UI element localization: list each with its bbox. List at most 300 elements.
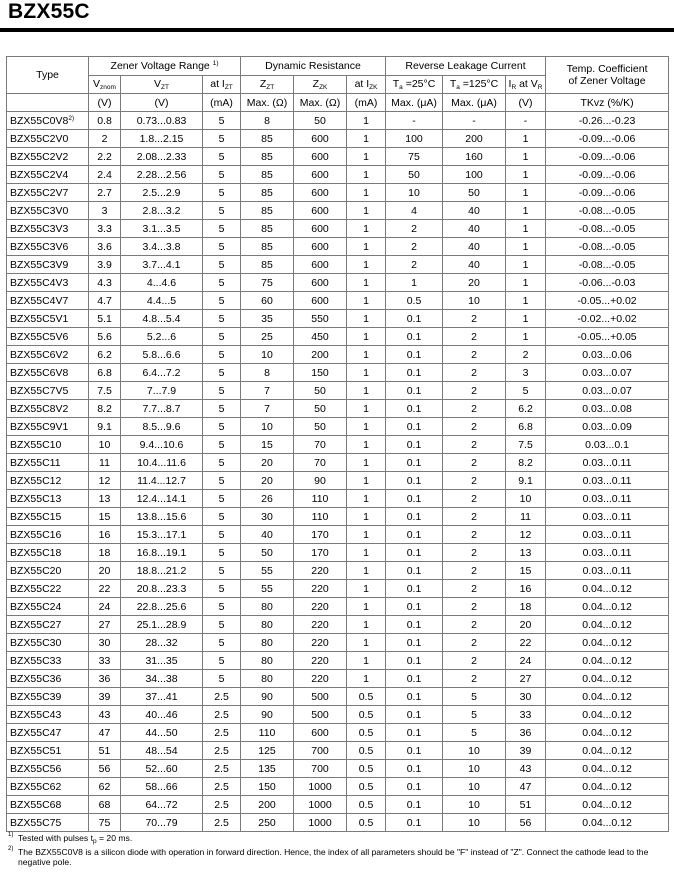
header-at-izt-sub: ZT xyxy=(224,84,233,91)
cell-izk: 0.5 xyxy=(347,724,386,742)
cell-izt: 5 xyxy=(203,454,241,472)
part-number: BZX55C4V7 xyxy=(10,294,69,307)
cell-vznom: 20 xyxy=(89,562,121,580)
page-title: BZX55C xyxy=(8,0,90,23)
cell-izt: 5 xyxy=(203,130,241,148)
cell-ir25: 0.1 xyxy=(386,454,443,472)
cell-ir25: 0.1 xyxy=(386,796,443,814)
cell-vznom: 56 xyxy=(89,760,121,778)
header-vznom-main: V xyxy=(93,78,101,90)
cell-vznom: 12 xyxy=(89,472,121,490)
cell-zzk: 150 xyxy=(294,364,347,382)
cell-tk: 0.03...0.11 xyxy=(546,508,669,526)
cell-zzk: 600 xyxy=(294,274,347,292)
header-ir-sub: R xyxy=(511,84,517,91)
cell-type xyxy=(7,292,89,310)
cell-zzt: 10 xyxy=(241,346,294,364)
part-number: BZX55C7V5 xyxy=(10,384,69,397)
cell-vr: 20 xyxy=(506,616,546,634)
header-zzt-sub: ZT xyxy=(266,84,275,91)
footnote-2-text: The BZX55C0V8 is a silicon diode with operation in forward direction. Hence, the index of all parameters should be "F" instead of "Z". Connect the cathode lead to the negative pole. xyxy=(18,847,649,867)
cell-vr: 56 xyxy=(506,814,546,832)
cell-izk: 1 xyxy=(347,526,386,544)
cell-vr: 1 xyxy=(506,328,546,346)
cell-vr: 2 xyxy=(506,346,546,364)
header-zzk xyxy=(294,76,347,94)
cell-zzk: 500 xyxy=(294,688,347,706)
table-row xyxy=(7,418,669,436)
cell-vznom: 2.7 xyxy=(89,184,121,202)
table-row xyxy=(7,814,669,832)
cell-tk: -0.05...+0.02 xyxy=(546,292,669,310)
cell-vzt: 9.4...10.6 xyxy=(121,436,203,454)
cell-ir25: 0.1 xyxy=(386,616,443,634)
cell-zzt: 125 xyxy=(241,742,294,760)
cell-vznom: 4.7 xyxy=(89,292,121,310)
unit-izk: (mA) xyxy=(347,94,386,112)
cell-izk: 1 xyxy=(347,364,386,382)
cell-zzt: 90 xyxy=(241,688,294,706)
cell-izk: 0.5 xyxy=(347,688,386,706)
cell-type xyxy=(7,328,89,346)
cell-vzt: 37...41 xyxy=(121,688,203,706)
header-ir-mid: at V xyxy=(516,78,538,90)
cell-vzt: 3.4...3.8 xyxy=(121,238,203,256)
cell-ir25: 0.5 xyxy=(386,292,443,310)
unit-vr: (V) xyxy=(506,94,546,112)
cell-vzt: 2.08...2.33 xyxy=(121,148,203,166)
cell-type xyxy=(7,382,89,400)
cell-zzt: 85 xyxy=(241,148,294,166)
part-number: BZX55C6V2 xyxy=(10,348,69,361)
cell-type xyxy=(7,364,89,382)
cell-izt: 5 xyxy=(203,328,241,346)
cell-vr: 9.1 xyxy=(506,472,546,490)
cell-type xyxy=(7,562,89,580)
cell-izt: 5 xyxy=(203,544,241,562)
table-row xyxy=(7,688,669,706)
cell-izk: 1 xyxy=(347,220,386,238)
footnote-ref-1: 1) xyxy=(212,60,219,67)
cell-zzk: 110 xyxy=(294,508,347,526)
table-row xyxy=(7,184,669,202)
cell-izt: 5 xyxy=(203,436,241,454)
header-temp-coefficient-line1: Temp. Coefficient xyxy=(566,63,648,75)
cell-ir125: 2 xyxy=(443,562,506,580)
unit-ir125: Max. (μA) xyxy=(443,94,506,112)
cell-ir125: 2 xyxy=(443,544,506,562)
table-header xyxy=(7,57,669,112)
header-ta125-main: T xyxy=(449,78,457,90)
cell-tk: 0.04...0.12 xyxy=(546,796,669,814)
cell-tk: 0.03...0.07 xyxy=(546,364,669,382)
cell-zzt: 80 xyxy=(241,634,294,652)
cell-vzt: 8.5...9.6 xyxy=(121,418,203,436)
cell-vznom: 2 xyxy=(89,130,121,148)
cell-type xyxy=(7,544,89,562)
cell-vzt: 10.4...11.6 xyxy=(121,454,203,472)
cell-tk: 0.03...0.09 xyxy=(546,418,669,436)
table-row xyxy=(7,724,669,742)
cell-zzk: 220 xyxy=(294,652,347,670)
cell-ir125: 5 xyxy=(443,724,506,742)
cell-ir125: 10 xyxy=(443,796,506,814)
cell-ir125: 2 xyxy=(443,580,506,598)
cell-vr: 1 xyxy=(506,292,546,310)
cell-ir125: 2 xyxy=(443,508,506,526)
cell-izk: 1 xyxy=(347,508,386,526)
part-number: BZX55C24 xyxy=(10,600,62,613)
unit-zzt: Max. (Ω) xyxy=(241,94,294,112)
cell-vznom: 51 xyxy=(89,742,121,760)
cell-type xyxy=(7,220,89,238)
cell-ir125: 2 xyxy=(443,634,506,652)
cell-izk: 1 xyxy=(347,472,386,490)
cell-type xyxy=(7,760,89,778)
table-row xyxy=(7,274,669,292)
cell-zzt: 8 xyxy=(241,364,294,382)
part-number: BZX55C18 xyxy=(10,546,62,559)
cell-izt: 5 xyxy=(203,472,241,490)
cell-ir125: 10 xyxy=(443,814,506,832)
cell-izk: 1 xyxy=(347,112,386,130)
cell-type xyxy=(7,256,89,274)
cell-tk: 0.04...0.12 xyxy=(546,652,669,670)
cell-type xyxy=(7,418,89,436)
cell-ir25: 75 xyxy=(386,148,443,166)
cell-vr: 15 xyxy=(506,562,546,580)
cell-izk: 0.5 xyxy=(347,742,386,760)
cell-type xyxy=(7,688,89,706)
cell-izk: 1 xyxy=(347,418,386,436)
cell-ir25: 0.1 xyxy=(386,526,443,544)
cell-vr: 30 xyxy=(506,688,546,706)
cell-vznom: 13 xyxy=(89,490,121,508)
cell-izk: 1 xyxy=(347,598,386,616)
cell-vr: 11 xyxy=(506,508,546,526)
header-at-izk-main: at I xyxy=(354,78,370,90)
cell-type xyxy=(7,526,89,544)
cell-ir125: 20 xyxy=(443,274,506,292)
cell-vr: 12 xyxy=(506,526,546,544)
part-number: BZX55C6V8 xyxy=(10,366,69,379)
cell-zzt: 26 xyxy=(241,490,294,508)
cell-type xyxy=(7,454,89,472)
cell-izk: 1 xyxy=(347,382,386,400)
cell-vr: 18 xyxy=(506,598,546,616)
header-zzk-sub: ZK xyxy=(319,84,328,91)
table-row xyxy=(7,490,669,508)
cell-vr: 1 xyxy=(506,148,546,166)
cell-ir25: 50 xyxy=(386,166,443,184)
cell-izt: 5 xyxy=(203,598,241,616)
cell-zzk: 700 xyxy=(294,760,347,778)
cell-izt: 5 xyxy=(203,292,241,310)
cell-vznom: 39 xyxy=(89,688,121,706)
cell-tk: 0.04...0.12 xyxy=(546,616,669,634)
cell-ir25: 0.1 xyxy=(386,634,443,652)
cell-zzk: 220 xyxy=(294,580,347,598)
cell-type xyxy=(7,436,89,454)
part-number: BZX55C33 xyxy=(10,654,62,667)
cell-vznom: 6.8 xyxy=(89,364,121,382)
cell-ir25: 0.1 xyxy=(386,580,443,598)
cell-zzk: 220 xyxy=(294,598,347,616)
cell-ir125: 2 xyxy=(443,382,506,400)
cell-izk: 0.5 xyxy=(347,814,386,832)
table-row xyxy=(7,796,669,814)
cell-izt: 5 xyxy=(203,382,241,400)
cell-zzt: 20 xyxy=(241,454,294,472)
cell-type xyxy=(7,148,89,166)
cell-izk: 0.5 xyxy=(347,796,386,814)
cell-izt: 5 xyxy=(203,238,241,256)
cell-izt: 5 xyxy=(203,256,241,274)
header-zzk-main: Z xyxy=(312,78,320,90)
cell-zzk: 90 xyxy=(294,472,347,490)
cell-vzt: 5.8...6.6 xyxy=(121,346,203,364)
cell-ir25: 10 xyxy=(386,184,443,202)
cell-izt: 5 xyxy=(203,580,241,598)
table-row xyxy=(7,436,669,454)
cell-izk: 0.5 xyxy=(347,706,386,724)
cell-zzk: 170 xyxy=(294,544,347,562)
cell-izt: 2.5 xyxy=(203,724,241,742)
table-row xyxy=(7,346,669,364)
cell-type xyxy=(7,742,89,760)
cell-zzk: 70 xyxy=(294,454,347,472)
part-number: BZX55C2V7 xyxy=(10,186,69,199)
cell-type xyxy=(7,598,89,616)
part-number: BZX55C4V3 xyxy=(10,276,69,289)
unit-zzk: Max. (Ω) xyxy=(294,94,347,112)
cell-zzt: 85 xyxy=(241,130,294,148)
cell-vznom: 36 xyxy=(89,670,121,688)
cell-izk: 1 xyxy=(347,346,386,364)
cell-vzt: 6.4...7.2 xyxy=(121,364,203,382)
cell-ir25: - xyxy=(386,112,443,130)
cell-izk: 1 xyxy=(347,274,386,292)
cell-vzt: 2.5...2.9 xyxy=(121,184,203,202)
cell-ir25: 0.1 xyxy=(386,760,443,778)
cell-vzt: 20.8...23.3 xyxy=(121,580,203,598)
cell-type xyxy=(7,706,89,724)
cell-ir125: 2 xyxy=(443,526,506,544)
cell-izt: 5 xyxy=(203,634,241,652)
cell-tk: -0.09...-0.06 xyxy=(546,148,669,166)
cell-tk: 0.04...0.12 xyxy=(546,706,669,724)
part-number: BZX55C2V0 xyxy=(10,132,69,145)
part-number: BZX55C27 xyxy=(10,618,62,631)
cell-ir125: 2 xyxy=(443,418,506,436)
header-vzt xyxy=(121,76,203,94)
cell-ir25: 0.1 xyxy=(386,562,443,580)
cell-vzt: 1.8...2.15 xyxy=(121,130,203,148)
table-row xyxy=(7,202,669,220)
cell-ir25: 0.1 xyxy=(386,778,443,796)
cell-ir25: 0.1 xyxy=(386,706,443,724)
cell-izt: 5 xyxy=(203,184,241,202)
unit-type xyxy=(7,94,89,112)
header-temp-coefficient-line2: of Zener Voltage xyxy=(568,75,646,87)
table-row xyxy=(7,634,669,652)
cell-zzt: 80 xyxy=(241,652,294,670)
cell-ir125: 100 xyxy=(443,166,506,184)
cell-ir25: 0.1 xyxy=(386,436,443,454)
header-reverse-leakage-current: Reverse Leakage Current xyxy=(386,57,546,76)
table-row xyxy=(7,382,669,400)
cell-ir125: 2 xyxy=(443,490,506,508)
cell-type xyxy=(7,130,89,148)
cell-ir125: 10 xyxy=(443,760,506,778)
part-number: BZX55C62 xyxy=(10,780,62,793)
header-ir-at-vr xyxy=(506,76,546,94)
footnotes xyxy=(8,833,668,867)
header-vznom-sub: znom xyxy=(100,84,116,91)
cell-zzk: 110 xyxy=(294,490,347,508)
part-number: BZX55C3V6 xyxy=(10,240,69,253)
cell-izt: 2.5 xyxy=(203,778,241,796)
cell-tk: -0.02...+0.02 xyxy=(546,310,669,328)
table-row xyxy=(7,580,669,598)
cell-ir125: 2 xyxy=(443,454,506,472)
cell-vr: 1 xyxy=(506,184,546,202)
cell-izt: 5 xyxy=(203,652,241,670)
table-row xyxy=(7,778,669,796)
cell-ir25: 0.1 xyxy=(386,382,443,400)
cell-ir25: 0.1 xyxy=(386,670,443,688)
cell-izk: 0.5 xyxy=(347,778,386,796)
cell-zzk: 220 xyxy=(294,562,347,580)
part-number: BZX55C5V1 xyxy=(10,312,69,325)
cell-vzt: 12.4...14.1 xyxy=(121,490,203,508)
cell-izk: 1 xyxy=(347,202,386,220)
cell-zzt: 55 xyxy=(241,562,294,580)
unit-izt: (mA) xyxy=(203,94,241,112)
cell-tk: -0.08...-0.05 xyxy=(546,256,669,274)
cell-vznom: 33 xyxy=(89,652,121,670)
cell-type xyxy=(7,274,89,292)
cell-vznom: 18 xyxy=(89,544,121,562)
cell-ir25: 0.1 xyxy=(386,418,443,436)
cell-tk: 0.03...0.11 xyxy=(546,562,669,580)
cell-ir125: 40 xyxy=(443,238,506,256)
header-at-izt xyxy=(203,76,241,94)
cell-izt: 2.5 xyxy=(203,688,241,706)
table-row xyxy=(7,544,669,562)
cell-zzt: 30 xyxy=(241,508,294,526)
cell-vzt: 28...32 xyxy=(121,634,203,652)
cell-ir125: 160 xyxy=(443,148,506,166)
cell-zzk: 600 xyxy=(294,148,347,166)
part-number: BZX55C47 xyxy=(10,726,62,739)
cell-tk: -0.08...-0.05 xyxy=(546,238,669,256)
cell-zzk: 600 xyxy=(294,724,347,742)
header-ta25-sub: a xyxy=(399,84,403,91)
part-number: BZX55C36 xyxy=(10,672,62,685)
cell-vzt: 52...60 xyxy=(121,760,203,778)
cell-ir25: 0.1 xyxy=(386,688,443,706)
cell-zzk: 170 xyxy=(294,526,347,544)
table-row xyxy=(7,166,669,184)
cell-vzt: 11.4...12.7 xyxy=(121,472,203,490)
footnote-1-text: Tested with pulses t xyxy=(18,833,93,843)
part-number: BZX55C16 xyxy=(10,528,62,541)
part-number: BZX55C15 xyxy=(10,510,62,523)
cell-type xyxy=(7,112,89,130)
cell-ir125: 10 xyxy=(443,742,506,760)
cell-ir125: 200 xyxy=(443,130,506,148)
cell-vznom: 22 xyxy=(89,580,121,598)
cell-izk: 1 xyxy=(347,400,386,418)
cell-zzk: 500 xyxy=(294,706,347,724)
cell-izt: 5 xyxy=(203,526,241,544)
cell-izt: 2.5 xyxy=(203,814,241,832)
cell-izt: 2.5 xyxy=(203,706,241,724)
cell-tk: 0.04...0.12 xyxy=(546,580,669,598)
cell-ir125: 40 xyxy=(443,202,506,220)
unit-ir25: Max. (μA) xyxy=(386,94,443,112)
cell-izt: 2.5 xyxy=(203,796,241,814)
cell-zzk: 600 xyxy=(294,184,347,202)
cell-vznom: 0.8 xyxy=(89,112,121,130)
part-number: BZX55C3V0 xyxy=(10,204,69,217)
cell-zzt: 55 xyxy=(241,580,294,598)
cell-zzk: 1000 xyxy=(294,778,347,796)
cell-tk: 0.04...0.12 xyxy=(546,814,669,832)
part-number: BZX55C51 xyxy=(10,744,62,757)
cell-zzk: 600 xyxy=(294,166,347,184)
part-number: BZX55C9V1 xyxy=(10,420,69,433)
cell-vzt: 2.28...2.56 xyxy=(121,166,203,184)
cell-vzt: 5.2...6 xyxy=(121,328,203,346)
cell-ir125: 2 xyxy=(443,436,506,454)
cell-vznom: 8.2 xyxy=(89,400,121,418)
cell-ir125: 40 xyxy=(443,256,506,274)
cell-ir25: 0.1 xyxy=(386,472,443,490)
part-number: BZX55C3V3 xyxy=(10,222,69,235)
cell-vzt: 4.8...5.4 xyxy=(121,310,203,328)
table-row xyxy=(7,508,669,526)
cell-zzt: 7 xyxy=(241,400,294,418)
cell-ir25: 0.1 xyxy=(386,724,443,742)
cell-izk: 1 xyxy=(347,184,386,202)
cell-vznom: 7.5 xyxy=(89,382,121,400)
cell-ir125: 50 xyxy=(443,184,506,202)
cell-vznom: 3 xyxy=(89,202,121,220)
part-number: BZX55C0V8 xyxy=(10,114,69,127)
electrical-characteristics-table xyxy=(6,56,669,832)
cell-vr: 51 xyxy=(506,796,546,814)
cell-zzk: 600 xyxy=(294,238,347,256)
table-row xyxy=(7,310,669,328)
cell-ir25: 0.1 xyxy=(386,364,443,382)
cell-ir25: 0.1 xyxy=(386,328,443,346)
cell-tk: -0.09...-0.06 xyxy=(546,130,669,148)
cell-vr: 1 xyxy=(506,202,546,220)
cell-ir125: 2 xyxy=(443,346,506,364)
part-number: BZX55C12 xyxy=(10,474,62,487)
cell-vznom: 2.4 xyxy=(89,166,121,184)
cell-tk: -0.06...-0.03 xyxy=(546,274,669,292)
cell-zzk: 50 xyxy=(294,112,347,130)
header-dynamic-resistance: Dynamic Resistance xyxy=(241,57,386,76)
cell-tk: 0.03...0.11 xyxy=(546,526,669,544)
cell-izk: 1 xyxy=(347,544,386,562)
cell-izt: 2.5 xyxy=(203,760,241,778)
cell-vznom: 5.1 xyxy=(89,310,121,328)
cell-zzt: 80 xyxy=(241,598,294,616)
